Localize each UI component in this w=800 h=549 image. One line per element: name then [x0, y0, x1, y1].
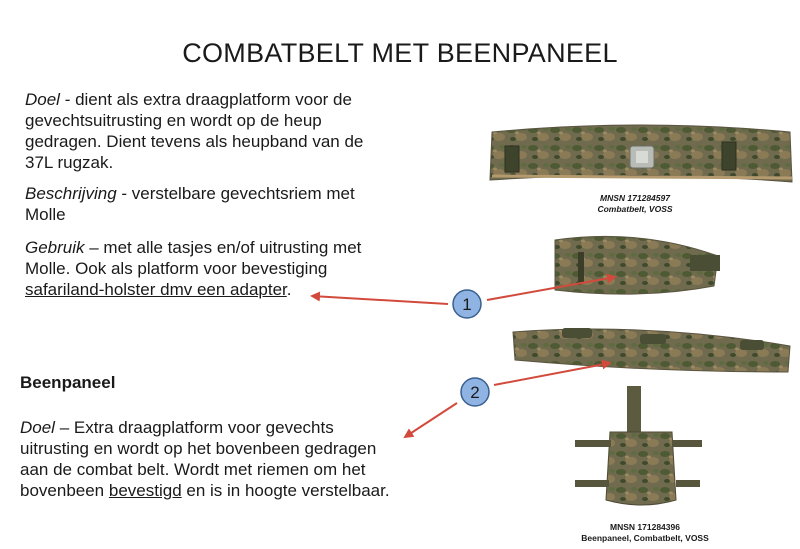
beschrijving-text: - verstelbare gevechtsriem met Molle: [25, 184, 355, 224]
callout-2: [461, 378, 489, 406]
combatbelt-caption-name: Combatbelt, VOSS: [597, 204, 673, 214]
callout-2-label: 2: [470, 383, 480, 402]
beenpaneel-doel-label: Doel: [20, 418, 55, 437]
gebruik-underlined: safariland-holster dmv een adapter: [25, 280, 287, 299]
combatbelt-top-photo: [513, 328, 790, 372]
combatbelt-angled-photo: [555, 236, 720, 294]
beenpaneel-doel-underlined: bevestigd: [108, 481, 182, 500]
beenpaneel-doel-end: en is in hoogte verstelbaar.: [181, 481, 390, 500]
doel-label: Doel: [25, 90, 60, 109]
beenpaneel-photo: [575, 386, 702, 505]
callout-1-label: 1: [462, 295, 472, 314]
gebruik-label: Gebruik: [25, 238, 85, 257]
doel-text: - dient als extra draagplatform voor de gevechtsuitrusting en wordt op de heup gedragen. Dient tevens als heupband van de 37L rugzak.: [25, 90, 364, 172]
gebruik-end: .: [286, 280, 292, 299]
combatbelt-photo: [490, 125, 792, 182]
arrow-1-left: [312, 296, 448, 304]
beenpaneel-doel-text: – Extra draagplatform voor gevechts uitrusting en wordt op het bovenbeen gedragen aan de combat belt. Wordt met riemen om het bovenbeen: [20, 418, 377, 500]
beenpaneel-caption-nsn: MNSN 171284396: [610, 522, 680, 532]
beenpaneel-heading: Beenpaneel: [20, 373, 116, 392]
beenpaneel-caption-name: Beenpaneel, Combatbelt, VOSS: [581, 533, 709, 543]
arrow-2-right: [494, 363, 610, 385]
callout-1: [453, 290, 481, 318]
gebruik-text: – met alle tasjes en/of uitrusting met Molle. Ook als platform voor bevestiging: [25, 238, 362, 278]
arrow-2-left: [405, 403, 457, 437]
page-title: COMBATBELT MET BEENPANEEL: [182, 38, 618, 68]
combatbelt-caption-nsn: MNSN 171284597: [600, 193, 670, 203]
beschrijving-label: Beschrijving: [25, 184, 117, 203]
